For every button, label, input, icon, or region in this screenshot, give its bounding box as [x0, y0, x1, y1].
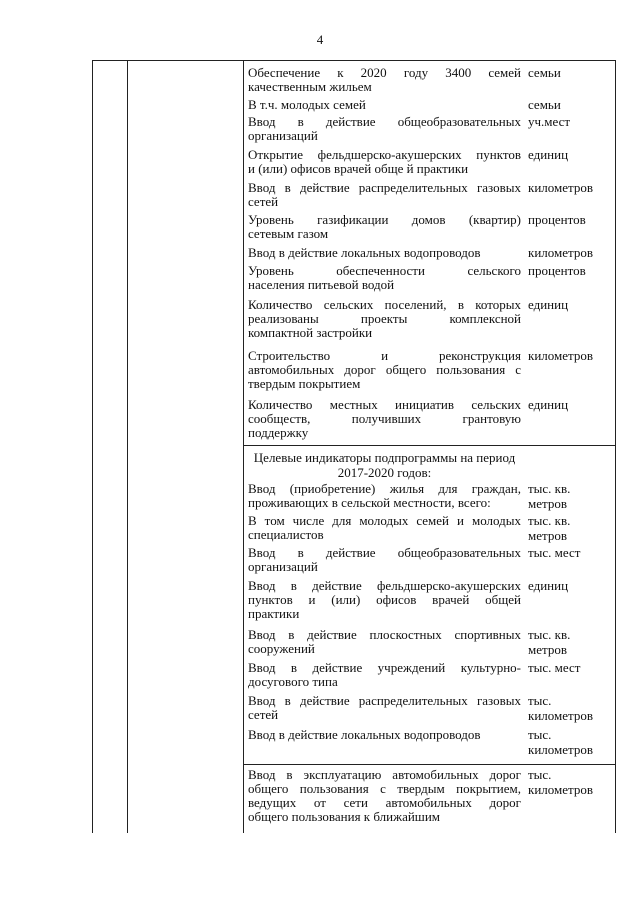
s2-unit: тыс. мест: [528, 660, 581, 675]
s2-indicator-line: специалистов: [248, 527, 324, 542]
s1-indicator-line: Уровень обеспеченности сельского: [248, 263, 521, 278]
s2-indicator-line: Ввод в действие локальных водопроводов: [248, 727, 481, 742]
s3-indicator-line: общего пользования к ближайшим: [248, 809, 440, 824]
s1-indicator-line: сообществ, получивших грантовую: [248, 411, 521, 426]
s2-indicator-line: Ввод в действие фельдшерско-акушерских: [248, 578, 521, 593]
page-number: 4: [316, 32, 324, 47]
s1-indicator-line: Ввод в действие распределительных газовых: [248, 180, 521, 195]
s3-indicator-line: общего пользования с твердым покрытием,: [248, 781, 521, 796]
s2-indicator-line: досугового типа: [248, 674, 338, 689]
s1-indicator-line: твердым покрытием: [248, 376, 361, 391]
s2-unit: тыс. кв.: [528, 513, 571, 528]
s2-unit: тыс.: [528, 693, 552, 708]
s1-unit: километров: [528, 245, 593, 260]
s1-unit: единиц: [528, 297, 569, 312]
col-line-3: [243, 60, 244, 833]
s1-unit: километров: [528, 348, 593, 363]
s1-unit: единиц: [528, 147, 569, 162]
col-line-left: [92, 60, 93, 833]
s2-indicator-line: Ввод в действие плоскостных спортивных: [248, 627, 521, 642]
s1-indicator-line: сетевым газом: [248, 226, 329, 241]
s2-unit: тыс. кв.: [528, 627, 571, 642]
s2-indicator-line: практики: [248, 606, 300, 621]
s1-unit: семьи: [528, 97, 561, 112]
s2-indicator-line: В том числе для молодых семей и молодых: [248, 513, 521, 528]
s2-indicator-line: проживающих в сельской местности, всего:: [248, 495, 491, 510]
s3-unit: километров: [528, 782, 593, 797]
s2-unit: метров: [528, 496, 567, 511]
s1-unit: единиц: [528, 397, 569, 412]
s1-unit: уч.мест: [528, 114, 571, 129]
section-divider-1: [243, 445, 616, 446]
s2-indicator-line: сетей: [248, 707, 279, 722]
s2-indicator-line: Ввод в действие учреждений культурно-: [248, 660, 521, 675]
s2-indicator-line: пунктов и (или) офисов врачей общей: [248, 592, 521, 607]
s1-indicator-line: Обеспечение к 2020 году 3400 семей: [248, 65, 521, 80]
s2-indicator-line: Ввод в действие общеобразовательных: [248, 545, 521, 560]
s1-indicator-line: организаций: [248, 128, 318, 143]
s1-unit: процентов: [528, 212, 586, 227]
s1-indicator-line: Ввод в действие локальных водопроводов: [248, 245, 481, 260]
s1-indicator-line: и (или) офисов врачей обще й практики: [248, 161, 469, 176]
s1-indicator-line: реализованы проекты комплексной: [248, 311, 521, 326]
s1-indicator-line: Строительство и реконструкция: [248, 348, 521, 363]
s1-indicator-line: Открытие фельдшерско-акушерских пунктов: [248, 147, 521, 162]
s3-indicator-line: ведущих от сети автомобильных дорог: [248, 795, 521, 810]
s1-indicator-line: сетей: [248, 194, 279, 209]
s1-indicator-line: населения питьевой водой: [248, 277, 395, 292]
s2-unit: тыс.: [528, 727, 552, 742]
s1-indicator-line: Количество сельских поселений, в которых: [248, 297, 521, 312]
s2-unit: единиц: [528, 578, 569, 593]
s3-indicator-line: Ввод в эксплуатацию автомобильных дорог: [248, 767, 521, 782]
s2-indicator-line: сооружений: [248, 641, 315, 656]
s1-indicator-line: Уровень газификации домов (квартир): [248, 212, 521, 227]
s2-unit: тыс. мест: [528, 545, 581, 560]
section-header-line: Целевые индикаторы подпрограммы на период: [253, 450, 516, 465]
s1-indicator-line: автомобильных дорог общего пользования с: [248, 362, 521, 377]
s1-unit: километров: [528, 180, 593, 195]
s1-indicator-line: поддержку: [248, 425, 309, 440]
s1-indicator-line: Количество местных инициатив сельских: [248, 397, 521, 412]
s2-indicator-line: организаций: [248, 559, 318, 574]
table-border-top: [92, 60, 616, 61]
s2-indicator-line: Ввод (приобретение) жилья для граждан,: [248, 481, 521, 496]
section-divider-2: [243, 764, 616, 765]
s1-indicator-line: качественным жильем: [248, 79, 372, 94]
s1-unit: процентов: [528, 263, 586, 278]
s1-indicator-line: компактной застройки: [248, 325, 373, 340]
s1-indicator-line: Ввод в действие общеобразовательных: [248, 114, 521, 129]
s2-unit: километров: [528, 708, 593, 723]
s2-indicator-line: Ввод в действие распределительных газовых: [248, 693, 521, 708]
s2-unit: метров: [528, 642, 567, 657]
s2-unit: тыс. кв.: [528, 481, 571, 496]
s1-unit: семьи: [528, 65, 561, 80]
s3-unit: тыс.: [528, 767, 552, 782]
col-line-2: [127, 60, 128, 833]
s2-unit: километров: [528, 742, 593, 757]
section-header-line: 2017-2020 годов:: [337, 465, 432, 480]
col-line-right: [615, 60, 616, 833]
s1-indicator-line: В т.ч. молодых семей: [248, 97, 366, 112]
s2-unit: метров: [528, 528, 567, 543]
